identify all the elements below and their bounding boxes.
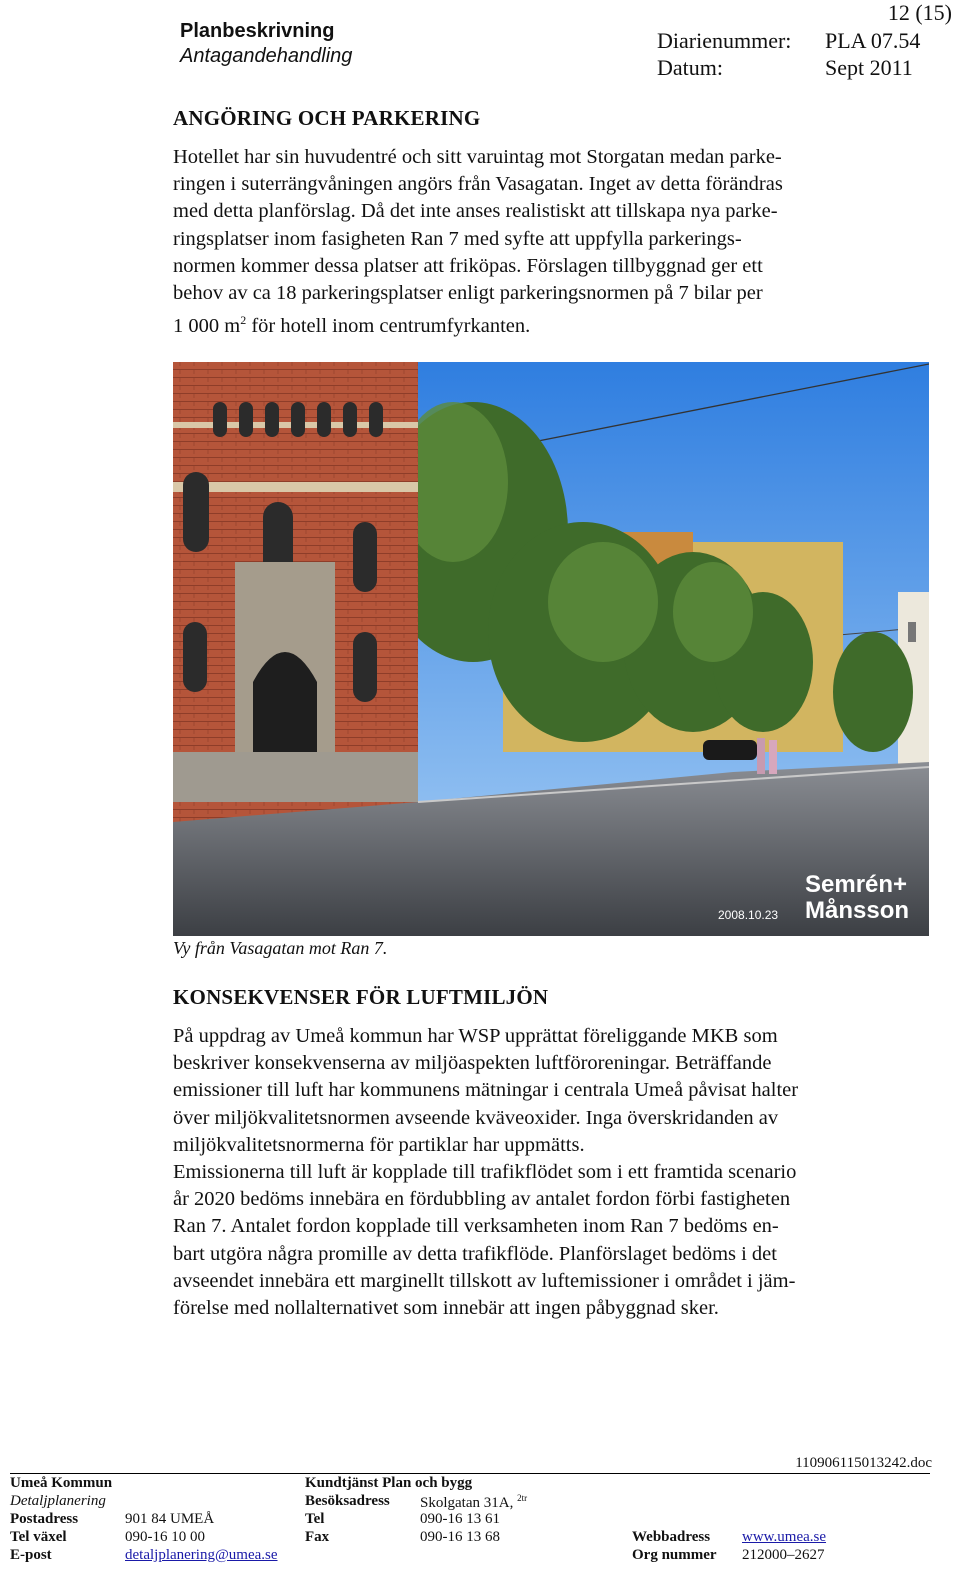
- footer-fax-label: Fax: [305, 1529, 330, 1545]
- diarienummer-label: Diarienummer:: [657, 28, 792, 53]
- footer-besok-value: Skolgatan 31A, $^{2tr}$: [420, 1493, 528, 1511]
- text-line: normen kommer dessa platser att friköpas. Förslagen tillbyggnad ger ett: [173, 254, 763, 277]
- street-view-photo: [173, 362, 929, 936]
- footer-org: Umeå Kommun: [10, 1475, 113, 1491]
- footer-orgnr-label: Org nummer: [632, 1547, 717, 1563]
- text-line: ringen i suterrängvåningen angörs från Vasagatan. Inget av detta förändras: [173, 173, 783, 196]
- footer-orgnr-value: 212000–2627: [742, 1547, 825, 1563]
- footer-tel-value: 090-16 13 61: [420, 1511, 500, 1527]
- text-line: bart utgöra några promille av detta trafikflöde. Planförslaget bedöms i det: [173, 1242, 777, 1265]
- footer-telvaxel-label: Tel växel: [10, 1529, 67, 1545]
- footer-divider: [10, 1473, 930, 1474]
- text-line: Hotellet har sin huvudentré och sitt varuintag mot Storgatan medan parke-: [173, 146, 782, 168]
- watermark-logo-line2: Månsson: [805, 897, 910, 924]
- footer-tel-label: Tel: [305, 1511, 325, 1527]
- text-line: emissioner till luft har kommunens mätningar i centrala Umeå påvisat halter: [173, 1079, 799, 1102]
- footer-besok-label: Besöksadress: [305, 1493, 390, 1509]
- section-heading-parkering: ANGÖRING OCH PARKERING: [173, 106, 481, 130]
- footer-web-link[interactable]: www.umea.se: [742, 1529, 827, 1545]
- watermark-logo-line1: Semrén+: [805, 871, 908, 898]
- text-line: 1 000 $m^2$ för hotell inom centrumfyrkanten.: [173, 313, 531, 338]
- footer-epost-link[interactable]: detaljplanering@umea.se: [125, 1547, 278, 1563]
- footer-web-label: Webbadress: [632, 1529, 711, 1545]
- photo-caption: Vy från Vasagatan mot Ran 7.: [173, 938, 388, 958]
- section-heading-luftmiljo: KONSEKVENSER FÖR LUFTMILJÖN: [173, 985, 549, 1009]
- text-line: behov av ca 18 parkeringsplatser enligt parkeringsnormen på 7 bilar per: [173, 282, 763, 305]
- page-number: 12 (15): [887, 0, 952, 25]
- diarienummer-row: [657, 28, 920, 54]
- text-line: Emissionerna till luft är kopplade till trafikflödet som i ett framtida scenario: [173, 1161, 797, 1184]
- text-line: år 2020 bedöms innebära en fördubbling av antalet fordon förbi fastigheten: [173, 1188, 791, 1211]
- text-line: beskriver konsekvenserna av miljöaspekten luftföroreningar. Beträffande: [173, 1052, 772, 1075]
- footer-postadress-label: Postadress: [10, 1511, 79, 1527]
- text-line: ringsplatser inom fasigheten Ran 7 med syfte att uppfylla parkerings-: [173, 227, 742, 250]
- diarienummer-value: PLA 07.54: [825, 28, 921, 53]
- text-line: förelse med nollalternativet som innebär att ingen påbyggnad sker.: [173, 1297, 719, 1320]
- datum-value: Sept 2011: [825, 55, 913, 80]
- paragraph-luftmiljo: [173, 1023, 913, 1322]
- text-line: På uppdrag av Umeå kommun har WSP upprättat föreliggande MKB som: [173, 1025, 778, 1047]
- document-filename: 110906115013242.doc: [795, 1455, 932, 1471]
- footer-postadress-value: 901 84 UMEÅ: [125, 1511, 215, 1527]
- datum-label: Datum:: [657, 55, 723, 80]
- text-line: över miljökvalitetsnormen avseende kväveoxider. Inga överskridanden av: [173, 1106, 779, 1129]
- footer-telvaxel-value: 090-16 10 00: [125, 1529, 205, 1545]
- text-line: med detta planförslag. Då det inte anses realistiskt att tillskapa nya parke-: [173, 200, 778, 223]
- text-line: avseendet innebära ett marginellt tillskott av luftemissioner i området i jäm-: [173, 1269, 796, 1292]
- text-line: miljökvalitetsnormerna för partiklar har uppmätts.: [173, 1133, 585, 1156]
- doc-type-title: Planbeskrivning: [180, 20, 335, 42]
- text-line: Ran 7. Antalet fordon kopplade till verksamheten inom Ran 7 bedöms en-: [173, 1215, 779, 1238]
- footer-kundtjanst: Kundtjänst Plan och bygg: [305, 1475, 473, 1491]
- doc-status-subtitle: Antagandehandling: [180, 45, 353, 67]
- footer-fax-value: 090-16 13 68: [420, 1529, 500, 1545]
- footer-dept: Detaljplanering: [10, 1493, 106, 1509]
- datum-row: [657, 55, 913, 81]
- photo-date-stamp: 2008.10.23: [718, 908, 779, 922]
- footer-epost-label: E-post: [10, 1547, 52, 1563]
- paragraph-parkering: [173, 144, 913, 340]
